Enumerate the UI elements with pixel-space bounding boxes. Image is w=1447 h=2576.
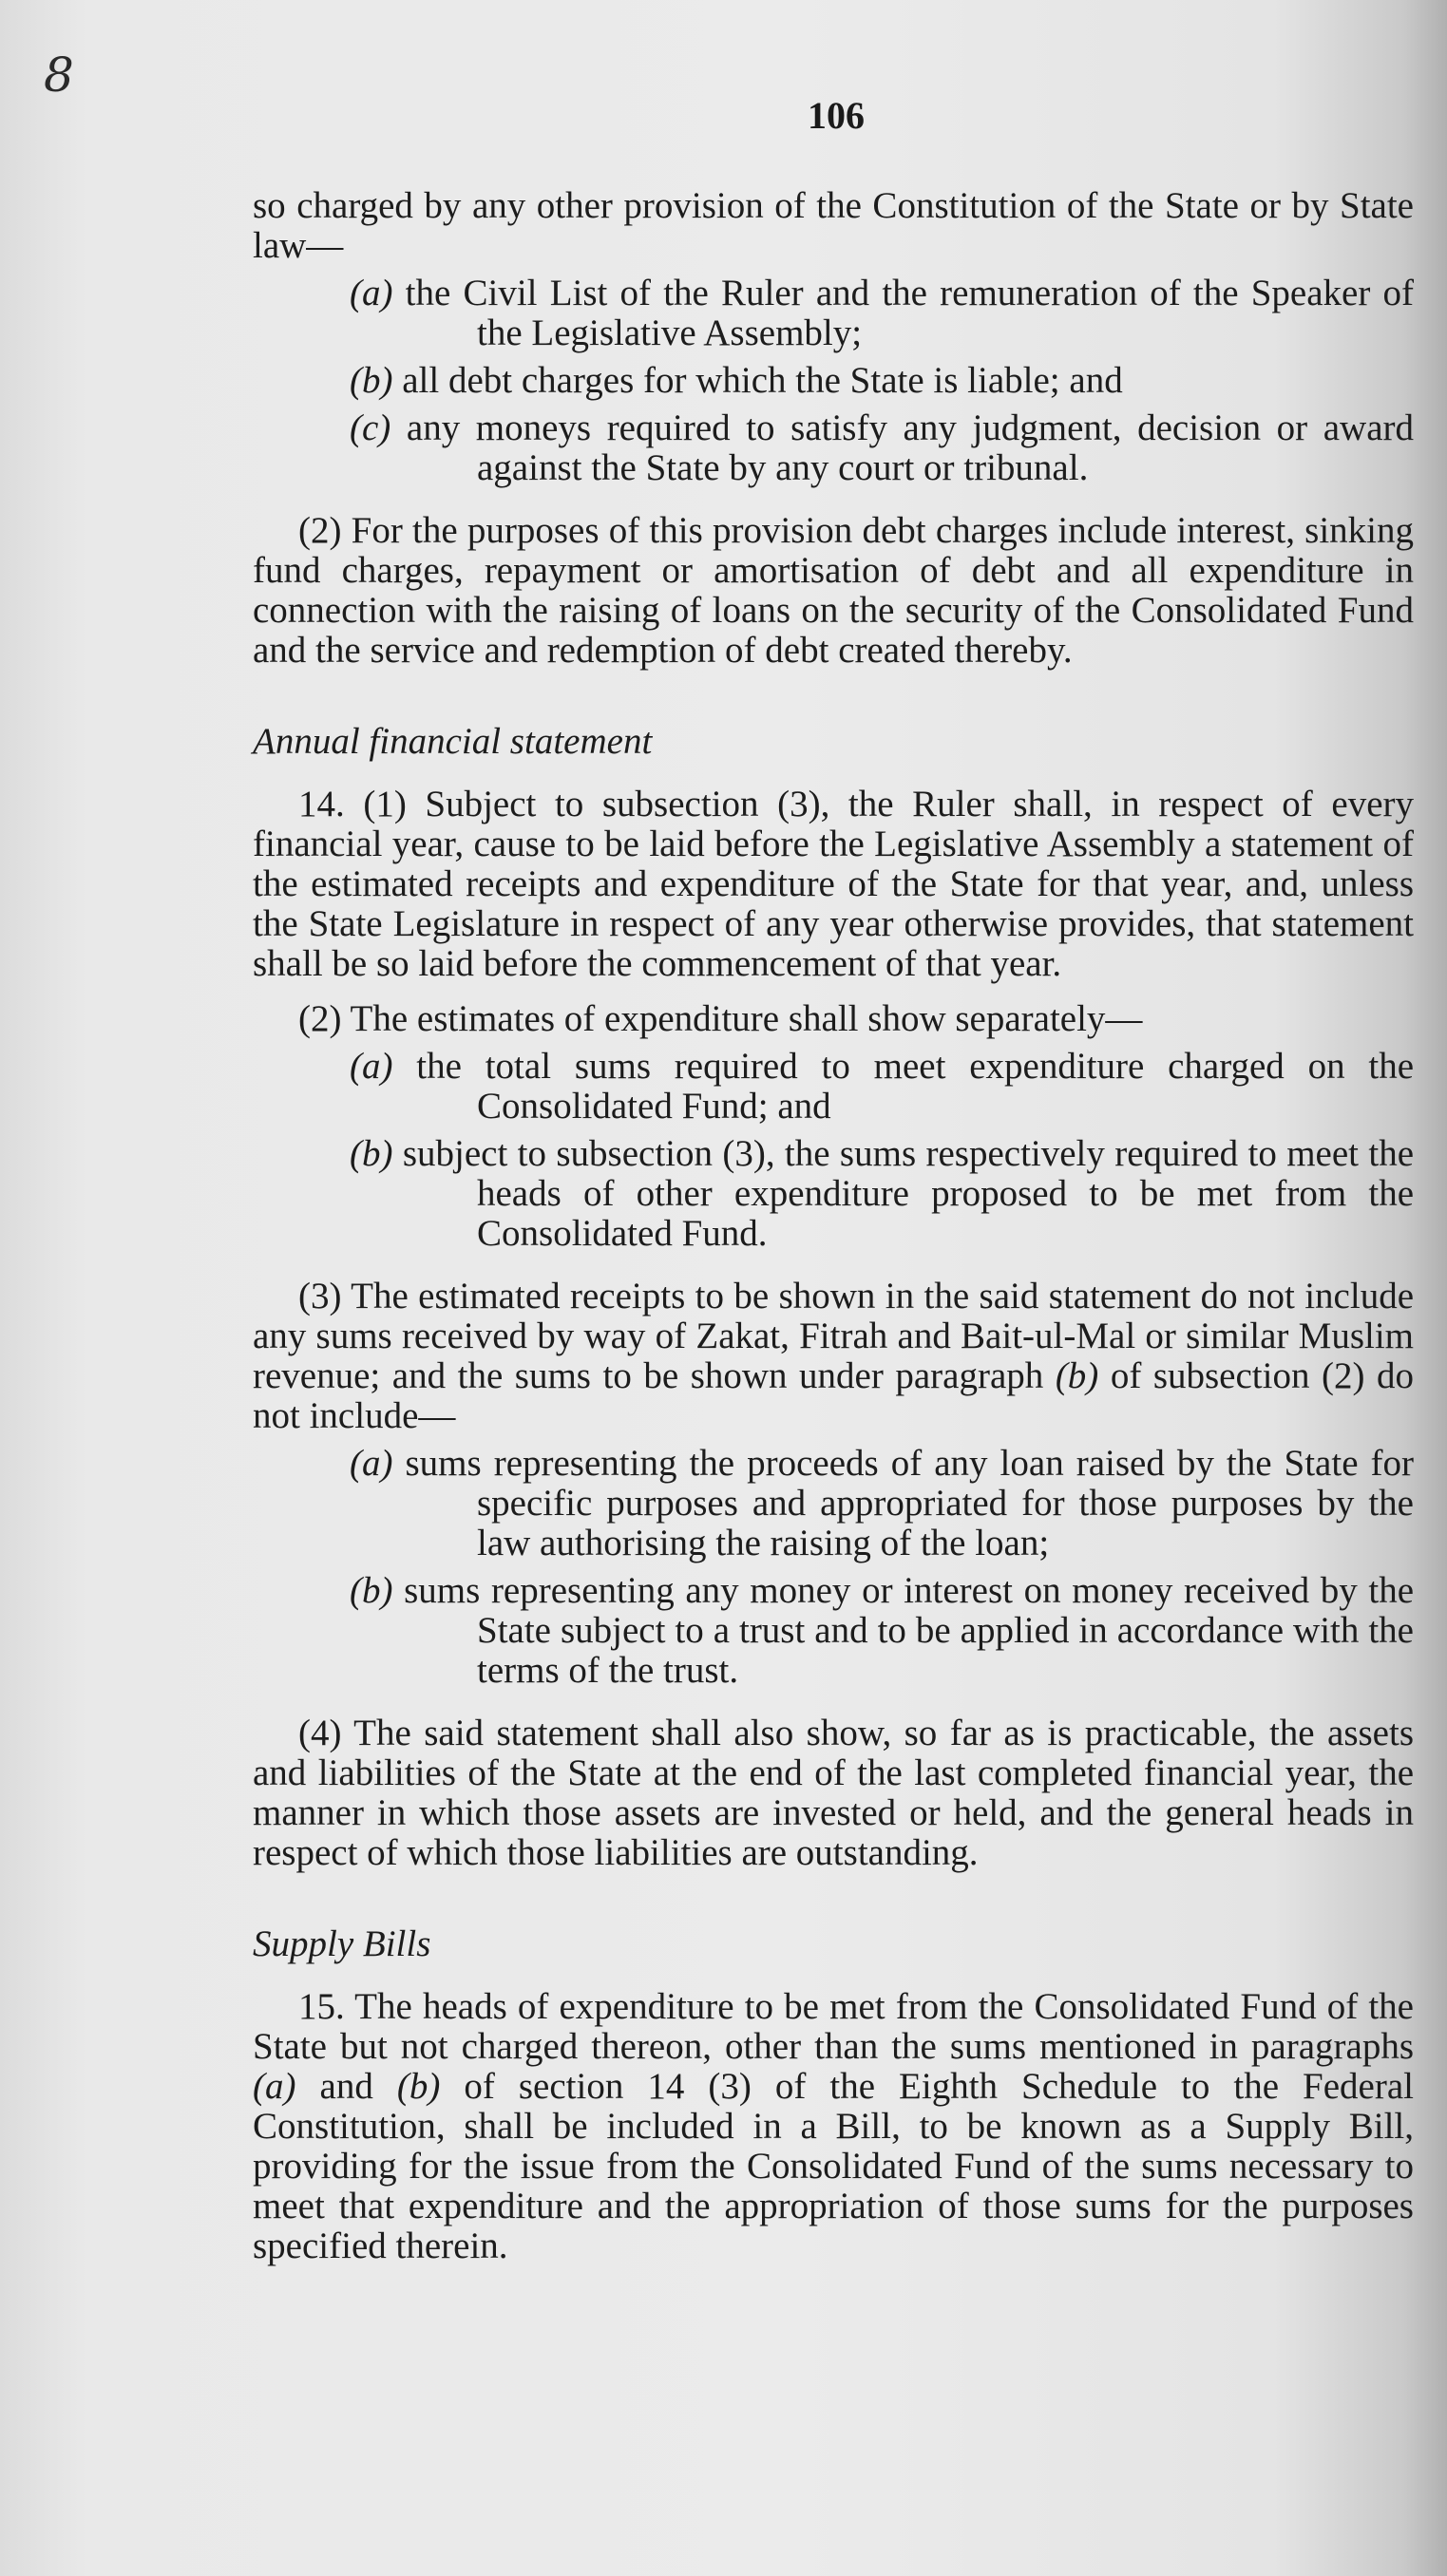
section14-2-item-a [253,1047,1414,1127]
item-label: (a) [350,273,393,313]
item-text: any moneys required to satisfy any judgment, decision or award against the State by any court or tribunal. [406,407,1415,488]
section-heading-supply-bills: Supply Bills [253,1923,431,1964]
intro-item-a [253,274,1414,353]
section14-paragraph-2: (2) The estimates of expenditure shall show separately— [298,998,1143,1039]
s15-text-start: 15. The heads of expenditure to be met from the Consolidated Fund of the State but not charged thereon, other than the sums mentioned in paragraphs [253,1986,1414,2067]
s15-italic-b: (b) [396,2066,441,2107]
s15-italic-a: (a) [253,2066,296,2107]
item-label: (b) [350,360,393,401]
s15-text-mid: and [295,2066,397,2107]
s15-text-end: of section 14 (3) of the Eighth Schedule to the Federal Constitution, shall be included in a Bill, to be known as a Supply Bill, providing for the issue from the Consolidated Fund of the sums necessary to meet that expenditure and the appropriation of those sums for the purposes specified therein. [253,2066,1415,2266]
handwritten-margin-mark: 8 [44,47,74,103]
section15-paragraph-1 [253,1987,1414,2266]
section14-3-item-b [253,1571,1414,1691]
item-text: all debt charges for which the State is liable; and [402,360,1123,401]
item-label: (b) [350,1570,393,1611]
section14-paragraph-4: (4) The said statement shall also show, so far as is practicable, the assets and liabilities of the State at the end of the last completed financial year, the manner in which those assets are invested or held, and the general heads in respect of which those liabilities are outstanding. [253,1713,1414,1873]
p3-text-end: of subsection (2) do not include— [253,1355,1415,1436]
intro-item-b [253,361,1414,401]
p3-italic-ref: (b) [1055,1355,1099,1396]
document-body [253,186,1414,2282]
item-label: (a) [350,1046,393,1087]
item-label: (a) [350,1443,393,1484]
item-label: (b) [350,1133,393,1174]
item-text: sums representing any money or interest on money received by the State subject to a trust and to be applied in accordance with the terms of the trust. [404,1570,1415,1691]
item-text: the Civil List of the Ruler and the remuneration of the Speaker of the Legislative Assembly; [405,273,1415,353]
item-text: subject to subsection (3), the sums respectively required to meet the heads of other expenditure proposed to be met from the Consolidated Fund. [402,1133,1415,1254]
section14-paragraph-1: 14. (1) Subject to subsection (3), the Ruler shall, in respect of every financial year, cause to be laid before the Legislative Assembly a statement of the estimated receipts and expenditure of the State for that year, and, unless the State Legislature in respect of any year otherwise provides, that statement shall be so laid before the commencement of that year. [253,784,1414,984]
intro-item-c [253,408,1414,488]
item-text: the total sums required to meet expenditure charged on the Consolidated Fund; and [416,1046,1415,1127]
section14-3-item-a [253,1444,1414,1563]
section-heading-annual-financial-statement: Annual financial statement [253,721,653,762]
intro-paragraph: so charged by any other provision of the Constitution of the State or by State law— [253,185,1414,266]
p3-text-start: (3) The estimated receipts to be shown in the said statement do not include any sums received by way of Zakat, Fitrah and Bait-ul-Mal or similar Muslim revenue; and the sums to be shown under paragraph [253,1276,1414,1396]
page-number: 106 [808,94,865,137]
item-label: (c) [350,407,391,448]
item-text: sums representing the proceeds of any loan raised by the State for specific purposes and appropriated for those purposes by the law authorising the raising of the loan; [405,1443,1414,1563]
section14-paragraph-3 [253,1277,1414,1436]
debt-charges-paragraph: (2) For the purposes of this provision debt charges include interest, sinking fund charges, repayment or amortisation of debt and all expenditure in connection with the raising of loans on the security of the Consolidated Fund and the service and redemption of debt created thereby. [253,510,1414,671]
section14-2-item-b [253,1134,1414,1254]
